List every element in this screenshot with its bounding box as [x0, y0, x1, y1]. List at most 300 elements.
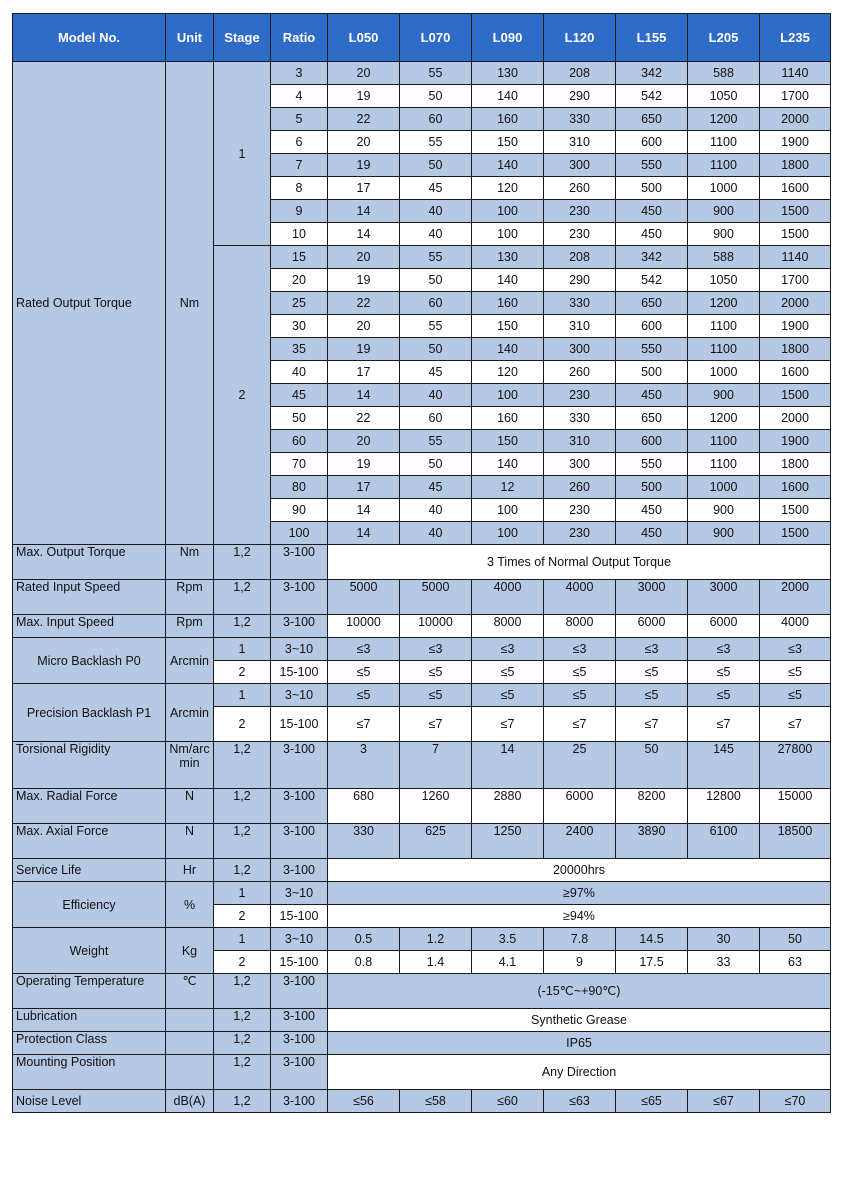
table-cell: 1900	[760, 131, 831, 154]
table-cell: 5	[271, 108, 328, 131]
table-cell: 140	[472, 154, 544, 177]
table-cell: 1700	[760, 269, 831, 292]
span-value: 20000hrs	[328, 859, 831, 882]
span-value: ≥94%	[328, 905, 831, 928]
table-cell: 8200	[616, 789, 688, 824]
table-cell: 1800	[760, 338, 831, 361]
table-row	[13, 1009, 831, 1032]
table-cell: 1100	[688, 430, 760, 453]
table-cell: 3.5	[472, 928, 544, 951]
table-cell: 300	[544, 154, 616, 177]
table-cell: 1500	[760, 499, 831, 522]
table-cell: 1500	[760, 223, 831, 246]
table-cell: 150	[472, 430, 544, 453]
row-label: Micro Backlash P0	[13, 638, 166, 684]
table-row	[13, 615, 831, 638]
table-cell: 450	[616, 522, 688, 545]
table-cell: 130	[472, 246, 544, 269]
table-cell: 17	[328, 177, 400, 200]
stage-cell: 1,2	[214, 789, 271, 824]
table-cell: 1500	[760, 522, 831, 545]
table-cell: 160	[472, 407, 544, 430]
table-cell: 4000	[472, 580, 544, 615]
table-cell: 1900	[760, 315, 831, 338]
unit-cell: Arcmin	[166, 638, 214, 684]
table-cell: 19	[328, 338, 400, 361]
table-cell: ≤60	[472, 1090, 544, 1113]
table-cell: 17	[328, 476, 400, 499]
table-cell: 17	[328, 361, 400, 384]
table-cell: 450	[616, 384, 688, 407]
table-cell: 30	[688, 928, 760, 951]
table-cell: 342	[616, 62, 688, 85]
ratio-cell: 3~10	[271, 684, 328, 707]
table-cell: 2000	[760, 108, 831, 131]
stage-cell: 2	[214, 246, 271, 545]
table-cell: ≤58	[400, 1090, 472, 1113]
table-cell: 588	[688, 246, 760, 269]
unit-cell	[166, 1009, 214, 1032]
table-cell: 20	[271, 269, 328, 292]
unit-cell: Rpm	[166, 615, 214, 638]
table-cell: 5000	[400, 580, 472, 615]
table-cell: ≤56	[328, 1090, 400, 1113]
table-row	[13, 1032, 831, 1055]
unit-cell: Arcmin	[166, 684, 214, 742]
table-cell: ≤65	[616, 1090, 688, 1113]
table-cell: 12	[472, 476, 544, 499]
stage-cell: 2	[214, 905, 271, 928]
table-cell: ≤7	[616, 707, 688, 742]
table-cell: 230	[544, 200, 616, 223]
table-cell: ≤5	[544, 684, 616, 707]
table-cell: 10000	[400, 615, 472, 638]
table-cell: 40	[400, 223, 472, 246]
table-cell: 310	[544, 315, 616, 338]
table-cell: 140	[472, 338, 544, 361]
table-cell: 450	[616, 200, 688, 223]
row-label: Max. Output Torque	[13, 545, 166, 580]
stage-cell: 1	[214, 62, 271, 246]
stage-cell: 1,2	[214, 580, 271, 615]
table-cell: 17.5	[616, 951, 688, 974]
table-cell: ≤5	[688, 684, 760, 707]
unit-cell: N	[166, 789, 214, 824]
table-row	[13, 742, 831, 789]
header-cell: L090	[472, 14, 544, 62]
table-row	[13, 580, 831, 615]
table-cell: 310	[544, 131, 616, 154]
span-value: IP65	[328, 1032, 831, 1055]
span-value: ≥97%	[328, 882, 831, 905]
row-label: Torsional Rigidity	[13, 742, 166, 789]
row-label: Protection Class	[13, 1032, 166, 1055]
table-cell: 145	[688, 742, 760, 789]
table-cell: 2880	[472, 789, 544, 824]
table-cell: 1200	[688, 292, 760, 315]
table-cell: 20	[328, 131, 400, 154]
table-cell: 588	[688, 62, 760, 85]
table-cell: 1250	[472, 824, 544, 859]
table-cell: 500	[616, 177, 688, 200]
table-row	[13, 928, 831, 951]
table-cell: 30	[271, 315, 328, 338]
table-cell: 55	[400, 131, 472, 154]
table-cell: 1000	[688, 177, 760, 200]
table-cell: 22	[328, 292, 400, 315]
table-row	[13, 859, 831, 882]
table-cell: ≤7	[472, 707, 544, 742]
unit-cell: ℃	[166, 974, 214, 1009]
table-cell: 20	[328, 315, 400, 338]
table-cell: 1260	[400, 789, 472, 824]
table-cell: 90	[271, 499, 328, 522]
table-cell: 900	[688, 384, 760, 407]
table-cell: 40	[271, 361, 328, 384]
table-cell: 330	[544, 292, 616, 315]
span-value: Any Direction	[328, 1055, 831, 1090]
row-label: Service Life	[13, 859, 166, 882]
header-cell: L050	[328, 14, 400, 62]
table-cell: 150	[472, 315, 544, 338]
table-row	[13, 62, 831, 85]
table-cell: 1.4	[400, 951, 472, 974]
table-cell: 50	[400, 453, 472, 476]
table-row	[13, 1090, 831, 1113]
table-cell: 25	[544, 742, 616, 789]
table-cell: 40	[400, 522, 472, 545]
table-cell: 20	[328, 246, 400, 269]
table-cell: ≤5	[472, 661, 544, 684]
ratio-cell: 3-100	[271, 615, 328, 638]
table-cell: 208	[544, 246, 616, 269]
table-cell: 60	[400, 407, 472, 430]
header-cell: Model No.	[13, 14, 166, 62]
table-cell: 300	[544, 453, 616, 476]
table-cell: 6100	[688, 824, 760, 859]
table-cell: 290	[544, 269, 616, 292]
table-cell: 3000	[616, 580, 688, 615]
table-cell: 100	[472, 200, 544, 223]
header-cell: L155	[616, 14, 688, 62]
table-cell: 1200	[688, 407, 760, 430]
table-cell: 50	[400, 269, 472, 292]
table-cell: 542	[616, 85, 688, 108]
table-cell: 680	[328, 789, 400, 824]
unit-cell: N	[166, 824, 214, 859]
table-cell: 50	[271, 407, 328, 430]
table-cell: 650	[616, 407, 688, 430]
table-cell: 2000	[760, 407, 831, 430]
table-row	[13, 545, 831, 580]
table-cell: ≤63	[544, 1090, 616, 1113]
table-cell: 20	[328, 430, 400, 453]
stage-cell: 1,2	[214, 1090, 271, 1113]
table-cell: 1700	[760, 85, 831, 108]
stage-cell: 1,2	[214, 545, 271, 580]
ratio-cell: 15-100	[271, 951, 328, 974]
table-cell: ≤3	[400, 638, 472, 661]
table-cell: 900	[688, 223, 760, 246]
table-cell: 120	[472, 361, 544, 384]
table-cell: 50	[400, 85, 472, 108]
table-cell: ≤70	[760, 1090, 831, 1113]
table-cell: 7	[400, 742, 472, 789]
table-cell: 55	[400, 246, 472, 269]
stage-cell: 1,2	[214, 1055, 271, 1090]
ratio-cell: 3-100	[271, 742, 328, 789]
table-cell: ≤5	[328, 684, 400, 707]
row-label: Max. Axial Force	[13, 824, 166, 859]
table-cell: 600	[616, 315, 688, 338]
table-cell: 900	[688, 522, 760, 545]
table-cell: 160	[472, 292, 544, 315]
table-cell: 1000	[688, 476, 760, 499]
table-cell: 14	[328, 522, 400, 545]
ratio-cell: 3-100	[271, 545, 328, 580]
table-cell: ≤3	[616, 638, 688, 661]
table-cell: 310	[544, 430, 616, 453]
table-cell: 14	[328, 200, 400, 223]
table-cell: 330	[544, 108, 616, 131]
table-cell: 14.5	[616, 928, 688, 951]
table-cell: 27800	[760, 742, 831, 789]
table-cell: 1200	[688, 108, 760, 131]
table-cell: 4000	[760, 615, 831, 638]
table-cell: 260	[544, 476, 616, 499]
ratio-cell: 3-100	[271, 1055, 328, 1090]
table-cell: 45	[400, 177, 472, 200]
table-cell: 230	[544, 522, 616, 545]
table-cell: 1000	[688, 361, 760, 384]
table-cell: 1500	[760, 384, 831, 407]
table-cell: 1100	[688, 154, 760, 177]
stage-cell: 1,2	[214, 1032, 271, 1055]
table-cell: 550	[616, 154, 688, 177]
row-label: Lubrication	[13, 1009, 166, 1032]
ratio-cell: 3-100	[271, 859, 328, 882]
table-cell: 120	[472, 177, 544, 200]
stage-cell: 1,2	[214, 974, 271, 1009]
table-cell: 450	[616, 499, 688, 522]
table-cell: 600	[616, 430, 688, 453]
unit-cell: Kg	[166, 928, 214, 974]
table-cell: 14	[328, 223, 400, 246]
table-cell: 1800	[760, 453, 831, 476]
table-cell: 0.8	[328, 951, 400, 974]
table-cell: 140	[472, 85, 544, 108]
table-cell: 22	[328, 108, 400, 131]
unit-cell	[166, 1055, 214, 1090]
table-cell: 290	[544, 85, 616, 108]
table-cell: 8	[271, 177, 328, 200]
table-cell: 260	[544, 177, 616, 200]
unit-cell: Hr	[166, 859, 214, 882]
table-cell: 1600	[760, 177, 831, 200]
table-cell: 1900	[760, 430, 831, 453]
ratio-cell: 3-100	[271, 974, 328, 1009]
row-label: Operating Temperature	[13, 974, 166, 1009]
table-cell: 1.2	[400, 928, 472, 951]
table-cell: 55	[400, 430, 472, 453]
table-cell: 1140	[760, 62, 831, 85]
table-cell: 1100	[688, 131, 760, 154]
table-cell: 450	[616, 223, 688, 246]
table-cell: ≤7	[400, 707, 472, 742]
unit-cell: dB(A)	[166, 1090, 214, 1113]
stage-cell: 1	[214, 882, 271, 905]
table-cell: 150	[472, 131, 544, 154]
table-cell: 500	[616, 361, 688, 384]
table-cell: 12800	[688, 789, 760, 824]
header-cell: L120	[544, 14, 616, 62]
span-value: 3 Times of Normal Output Torque	[328, 545, 831, 580]
table-cell: 900	[688, 499, 760, 522]
table-cell: 9	[544, 951, 616, 974]
table-cell: 33	[688, 951, 760, 974]
table-cell: ≤5	[616, 661, 688, 684]
ratio-cell: 3-100	[271, 1090, 328, 1113]
table-cell: 8000	[544, 615, 616, 638]
table-cell: ≤3	[328, 638, 400, 661]
table-cell: 10000	[328, 615, 400, 638]
table-cell: 1100	[688, 453, 760, 476]
table-cell: 100	[472, 223, 544, 246]
table-cell: 342	[616, 246, 688, 269]
span-value: Synthetic Grease	[328, 1009, 831, 1032]
table-cell: 3000	[688, 580, 760, 615]
ratio-cell: 3-100	[271, 1032, 328, 1055]
stage-cell: 1,2	[214, 824, 271, 859]
unit-cell: Rpm	[166, 580, 214, 615]
stage-cell: 2	[214, 707, 271, 742]
table-cell: 100	[271, 522, 328, 545]
table-cell: 100	[472, 499, 544, 522]
unit-cell	[166, 1032, 214, 1055]
stage-cell: 2	[214, 661, 271, 684]
table-cell: 40	[400, 384, 472, 407]
unit-cell: %	[166, 882, 214, 928]
table-cell: 14	[472, 742, 544, 789]
table-cell: 40	[400, 499, 472, 522]
table-cell: 4	[271, 85, 328, 108]
table-row	[13, 638, 831, 661]
table-cell: 8000	[472, 615, 544, 638]
header-cell: Unit	[166, 14, 214, 62]
ratio-cell: 3~10	[271, 928, 328, 951]
table-cell: 1600	[760, 476, 831, 499]
table-cell: 10	[271, 223, 328, 246]
table-cell: 45	[400, 476, 472, 499]
table-cell: 18500	[760, 824, 831, 859]
table-cell: 230	[544, 223, 616, 246]
table-cell: 160	[472, 108, 544, 131]
gearbox-spec-table	[12, 13, 831, 1113]
table-cell: 1100	[688, 338, 760, 361]
header-cell: Ratio	[271, 14, 328, 62]
header-cell: L070	[400, 14, 472, 62]
table-cell: 7.8	[544, 928, 616, 951]
table-cell: 4000	[544, 580, 616, 615]
table-cell: 19	[328, 154, 400, 177]
table-cell: 100	[472, 384, 544, 407]
table-cell: 0.5	[328, 928, 400, 951]
table-cell: 900	[688, 200, 760, 223]
row-label: Mounting Position	[13, 1055, 166, 1090]
span-value: (-15℃~+90℃)	[328, 974, 831, 1009]
table-cell: ≤5	[472, 684, 544, 707]
table-cell: 20	[328, 62, 400, 85]
table-row	[13, 824, 831, 859]
stage-cell: 1,2	[214, 742, 271, 789]
table-row	[13, 974, 831, 1009]
table-cell: 140	[472, 453, 544, 476]
unit-cell: Nm/arc min	[166, 742, 214, 789]
table-cell: 9	[271, 200, 328, 223]
table-cell: 650	[616, 108, 688, 131]
table-cell: 40	[400, 200, 472, 223]
table-cell: 4.1	[472, 951, 544, 974]
table-cell: 600	[616, 131, 688, 154]
stage-cell: 2	[214, 951, 271, 974]
table-cell: ≤5	[544, 661, 616, 684]
row-label: Efficiency	[13, 882, 166, 928]
table-cell: 1800	[760, 154, 831, 177]
table-cell: ≤5	[400, 661, 472, 684]
table-cell: 35	[271, 338, 328, 361]
table-cell: ≤5	[688, 661, 760, 684]
header-cell: Stage	[214, 14, 271, 62]
table-cell: 19	[328, 453, 400, 476]
table-cell: 330	[328, 824, 400, 859]
table-cell: 140	[472, 269, 544, 292]
table-cell: ≤3	[688, 638, 760, 661]
table-cell: 550	[616, 338, 688, 361]
table-cell: 1140	[760, 246, 831, 269]
table-cell: 625	[400, 824, 472, 859]
table-cell: 130	[472, 62, 544, 85]
row-label: Rated Output Torque	[13, 62, 166, 545]
table-cell: ≤5	[328, 661, 400, 684]
table-cell: 14	[328, 499, 400, 522]
stage-cell: 1,2	[214, 859, 271, 882]
table-cell: ≤7	[328, 707, 400, 742]
table-cell: 22	[328, 407, 400, 430]
table-cell: ≤5	[616, 684, 688, 707]
table-cell: 3890	[616, 824, 688, 859]
stage-cell: 1	[214, 684, 271, 707]
table-cell: 6000	[688, 615, 760, 638]
table-cell: 330	[544, 407, 616, 430]
table-cell: 650	[616, 292, 688, 315]
table-cell: 100	[472, 522, 544, 545]
row-label: Max. Input Speed	[13, 615, 166, 638]
unit-cell: Nm	[166, 62, 214, 545]
table-cell: 230	[544, 499, 616, 522]
row-label: Max. Radial Force	[13, 789, 166, 824]
header-row	[13, 14, 831, 62]
ratio-cell: 15-100	[271, 905, 328, 928]
table-row	[13, 789, 831, 824]
table-cell: 55	[400, 315, 472, 338]
table-cell: 260	[544, 361, 616, 384]
table-cell: 300	[544, 338, 616, 361]
stage-cell: 1,2	[214, 615, 271, 638]
table-cell: 15	[271, 246, 328, 269]
table-cell: 542	[616, 269, 688, 292]
table-cell: 1100	[688, 315, 760, 338]
table-cell: 25	[271, 292, 328, 315]
